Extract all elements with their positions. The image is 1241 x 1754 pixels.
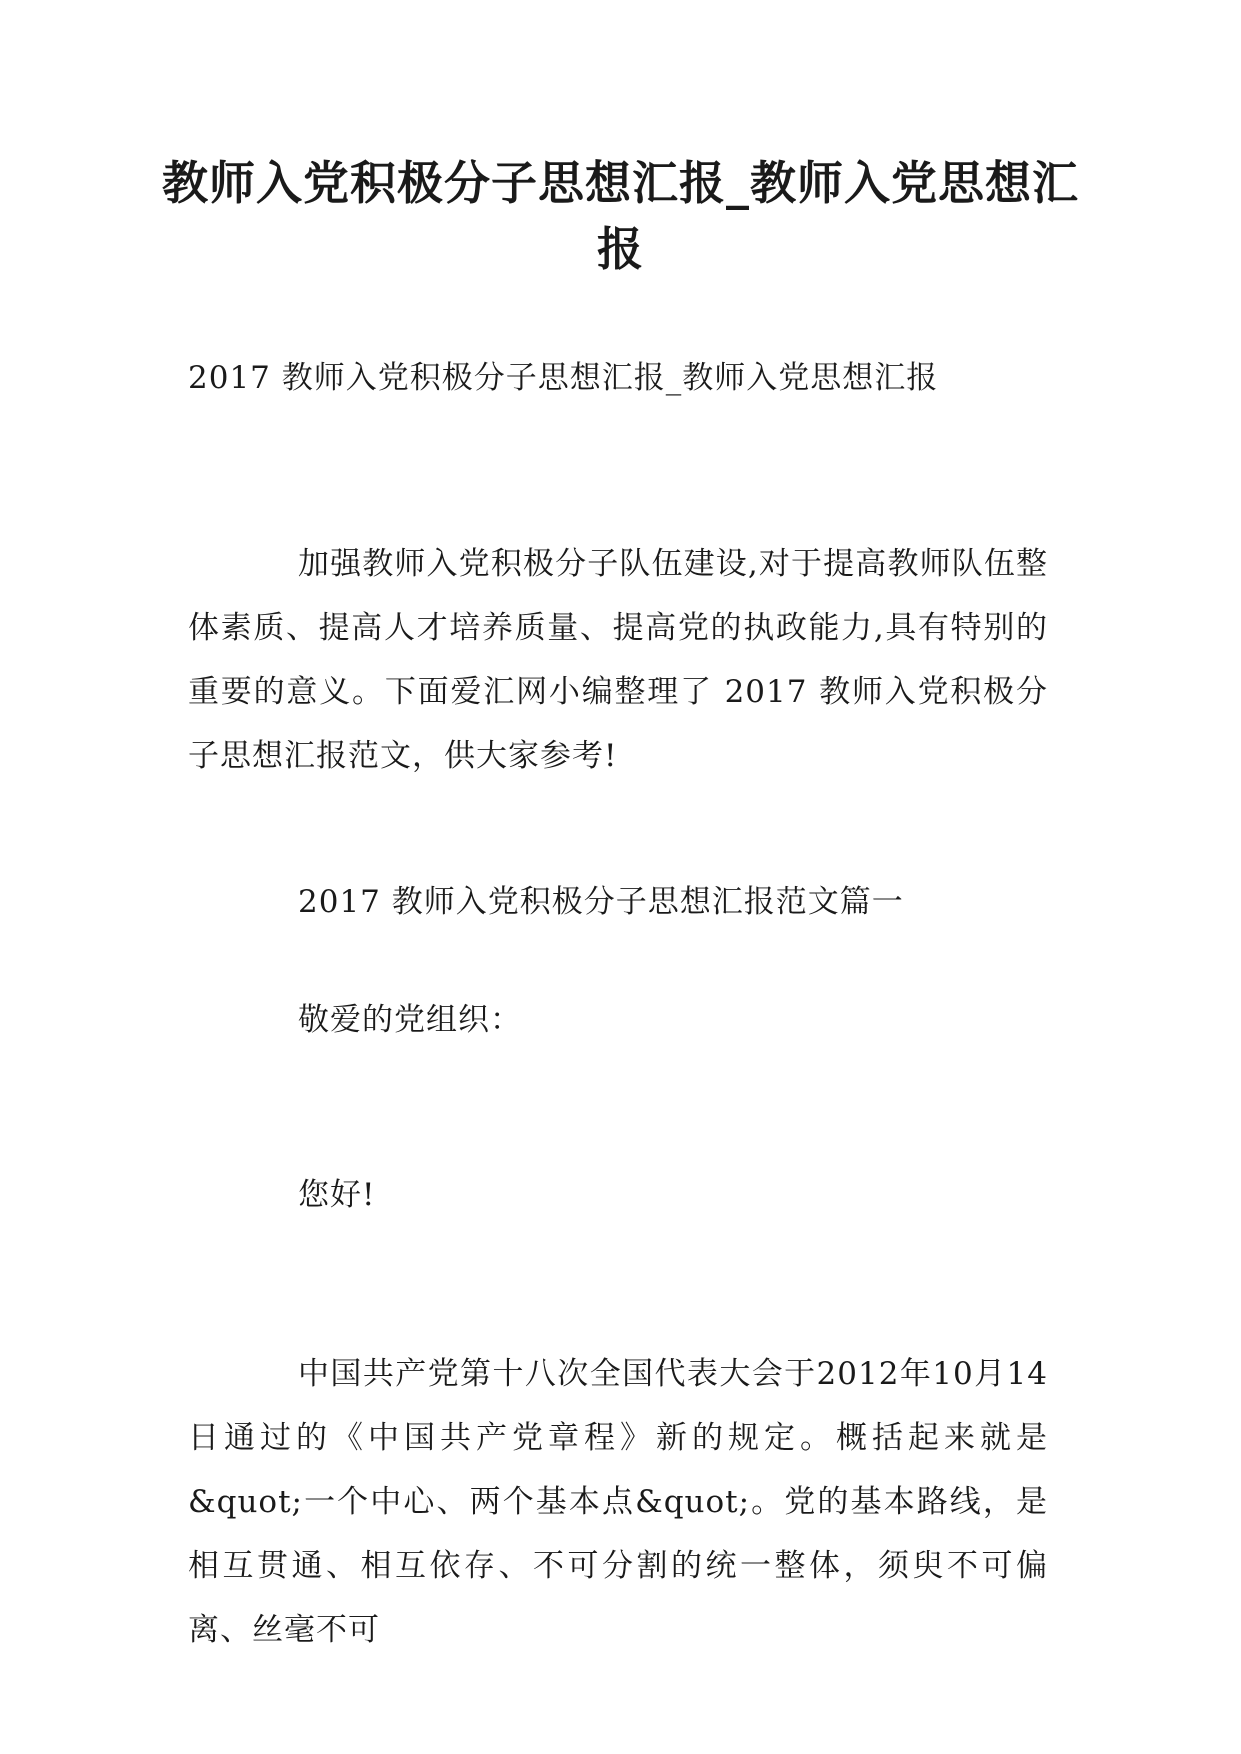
greeting: 您好! <box>298 1177 376 1213</box>
body-paragraph: 中国共产党第十八次全国代表大会于2012年10月14日通过的《中国共产党章程》新的规定。概括起来就是&quot;一个中心、两个基本点&quot;。党的基本路线，是相互贯通、相互依存、不可分割的统一整体，须臾不可偏离、丝毫不可 <box>188 1356 1048 1648</box>
salutation: 敬爱的党组织： <box>298 1002 522 1038</box>
intro-paragraph: 加强教师入党积极分子队伍建设,对于提高教师队伍整体素质、提高人才培养质量、提高党的执政能力,具有特别的重要的意义。下面爱汇网小编整理了 2017 教师入党积极分子思想汇报范文，供大家参考! <box>188 546 1048 774</box>
section-heading: 2017 教师入党积极分子思想汇报范文篇一 <box>298 884 904 920</box>
document-title: 教师入党积极分子思想汇报_教师入党思想汇报 <box>162 156 1079 276</box>
document-subtitle: 2017 教师入党积极分子思想汇报_教师入党思想汇报 <box>188 360 939 396</box>
